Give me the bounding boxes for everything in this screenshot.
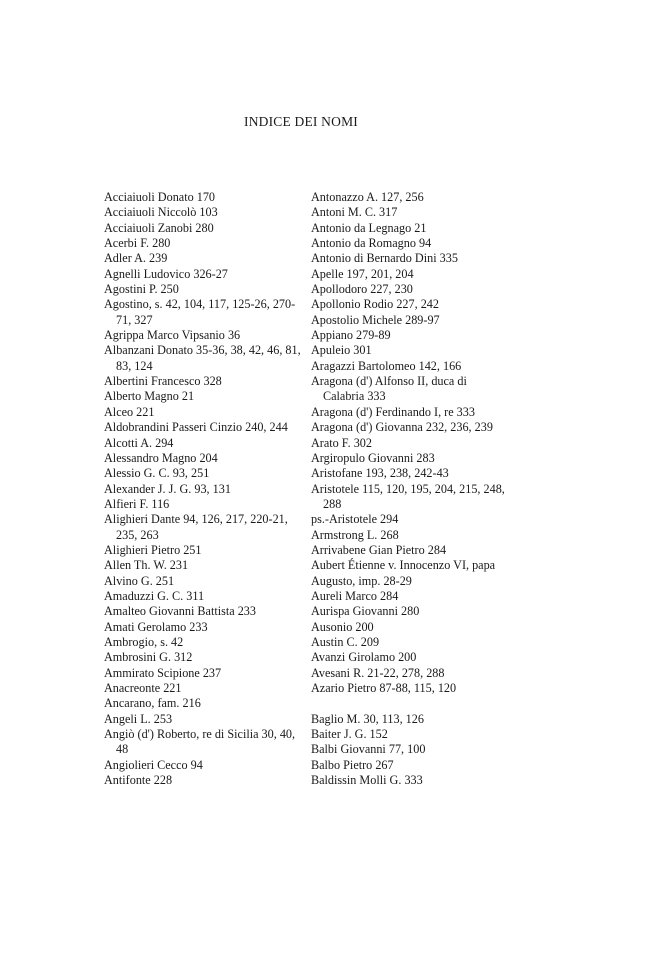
index-entry: Angiolieri Cecco 94	[104, 757, 203, 772]
index-entry: Aubert Étienne v. Innocenzo VI, papa	[311, 558, 496, 573]
index-entry: Antonio da Legnago 21	[311, 220, 427, 235]
index-entry: Balbo Pietro 267	[311, 757, 394, 772]
index-entry: Apelle 197, 201, 204	[311, 266, 414, 281]
index-entry: Baglio M. 30, 113, 126	[311, 711, 424, 726]
index-entry: Angiò (d') Roberto, re di Sicilia 30, 40, 48	[104, 727, 296, 757]
index-entry: ps.-Aristotele 294	[311, 512, 399, 527]
index-entry: Arato F. 302	[311, 435, 372, 450]
index-entry: Alighieri Dante 94, 126, 217, 220-21, 235, 263	[104, 512, 288, 542]
index-entry: Amati Gerolamo 233	[104, 619, 208, 634]
index-entry: Ammirato Scipione 237	[104, 665, 222, 680]
index-entry: Alessio G. C. 93, 251	[104, 466, 210, 481]
index-entry: Antonazzo A. 127, 256	[311, 190, 424, 204]
index-entry: Acciaiuoli Zanobi 280	[104, 220, 214, 235]
index-column-left	[104, 190, 302, 788]
index-entry: Acciaiuoli Niccolò 103	[104, 205, 218, 220]
index-entry: Appiano 279-89	[311, 328, 391, 343]
index-entry: Agnelli Ludovico 326-27	[104, 266, 228, 281]
index-entry: Aristotele 115, 120, 195, 204, 215, 248, 288	[311, 481, 505, 511]
index-entry: Ambrosini G. 312	[104, 650, 193, 665]
index-entry: Allen Th. W. 231	[104, 558, 189, 573]
index-entry: Aureli Marco 284	[311, 588, 399, 603]
index-entry: Avesani R. 21-22, 278, 288	[311, 665, 445, 680]
index-entry: Antifonte 228	[104, 773, 173, 788]
index-entry: Apuleio 301	[311, 343, 372, 358]
letter-group-gap	[311, 696, 509, 711]
index-entry: Agostino, s. 42, 104, 117, 125-26, 270-71, 327	[104, 297, 296, 327]
index-entry: Aurispa Giovanni 280	[311, 604, 420, 619]
index-entry: Apollodoro 227, 230	[311, 282, 413, 297]
index-entry: Baiter J. G. 152	[311, 727, 388, 742]
index-entry: Azario Pietro 87-88, 115, 120	[311, 681, 457, 695]
index-entry: Antoni M. C. 317	[311, 205, 398, 220]
index-entry: Aragona (d') Giovanna 232, 236, 239	[311, 420, 493, 435]
index-entry: Anacreonte 221	[104, 681, 182, 695]
index-entry: Apostolio Michele 289-97	[311, 312, 440, 327]
index-entry: Augusto, imp. 28-29	[311, 573, 412, 588]
index-entry: Ambrogio, s. 42	[104, 634, 184, 649]
index-entry: Aristofane 193, 238, 242-43	[311, 466, 449, 481]
index-entry: Austin C. 209	[311, 634, 380, 649]
index-entry: Baldissin Molli G. 333	[311, 773, 423, 788]
index-entry: Alceo 221	[104, 404, 155, 419]
index-entry: Aragazzi Bartolomeo 142, 166	[311, 358, 462, 373]
index-entry: Alcotti A. 294	[104, 435, 174, 450]
index-entry: Amaduzzi G. C. 311	[104, 588, 205, 603]
index-entry: Argiropulo Giovanni 283	[311, 450, 435, 465]
index-entry: Ausonio 200	[311, 619, 374, 634]
index-entry: Alvino G. 251	[104, 573, 175, 588]
index-entry: Alexander J. J. G. 93, 131	[104, 481, 231, 496]
index-column-right	[311, 190, 509, 788]
index-entry: Agostini P. 250	[104, 282, 179, 297]
index-entry: Adler A. 239	[104, 251, 168, 266]
index-entry: Acciaiuoli Donato 170	[104, 190, 216, 204]
index-entry: Aragona (d') Alfonso II, duca di Calabria 333	[311, 374, 467, 404]
index-entry: Angeli L. 253	[104, 711, 173, 726]
index-entry: Acerbi F. 280	[104, 236, 171, 251]
index-entry: Alighieri Pietro 251	[104, 542, 202, 557]
index-entry: Alberto Magno 21	[104, 389, 195, 404]
index-entry: Antonio da Romagno 94	[311, 236, 432, 251]
index-entry: Aldobrandini Passeri Cinzio 240, 244	[104, 420, 288, 435]
index-entry: Armstrong L. 268	[311, 527, 399, 542]
index-entry: Balbi Giovanni 77, 100	[311, 742, 426, 757]
index-entry: Albanzani Donato 35-36, 38, 42, 46, 81, 83, 124	[104, 343, 301, 373]
index-entry: Ancarano, fam. 216	[104, 696, 201, 711]
index-entry: Agrippa Marco Vipsanio 36	[104, 328, 241, 343]
page-title: INDICE DEI NOMI	[244, 114, 358, 129]
index-entry: Antonio di Bernardo Dini 335	[311, 251, 458, 266]
index-entry: Arrivabene Gian Pietro 284	[311, 542, 447, 557]
index-entry: Apollonio Rodio 227, 242	[311, 297, 439, 312]
index-entry: Avanzi Girolamo 200	[311, 650, 417, 665]
index-entry: Albertini Francesco 328	[104, 374, 222, 389]
index-entry: Amalteo Giovanni Battista 233	[104, 604, 256, 619]
index-entry: Alessandro Magno 204	[104, 450, 218, 465]
index-entry: Aragona (d') Ferdinando I, re 333	[311, 404, 475, 419]
index-entry: Alfieri F. 116	[104, 496, 170, 511]
